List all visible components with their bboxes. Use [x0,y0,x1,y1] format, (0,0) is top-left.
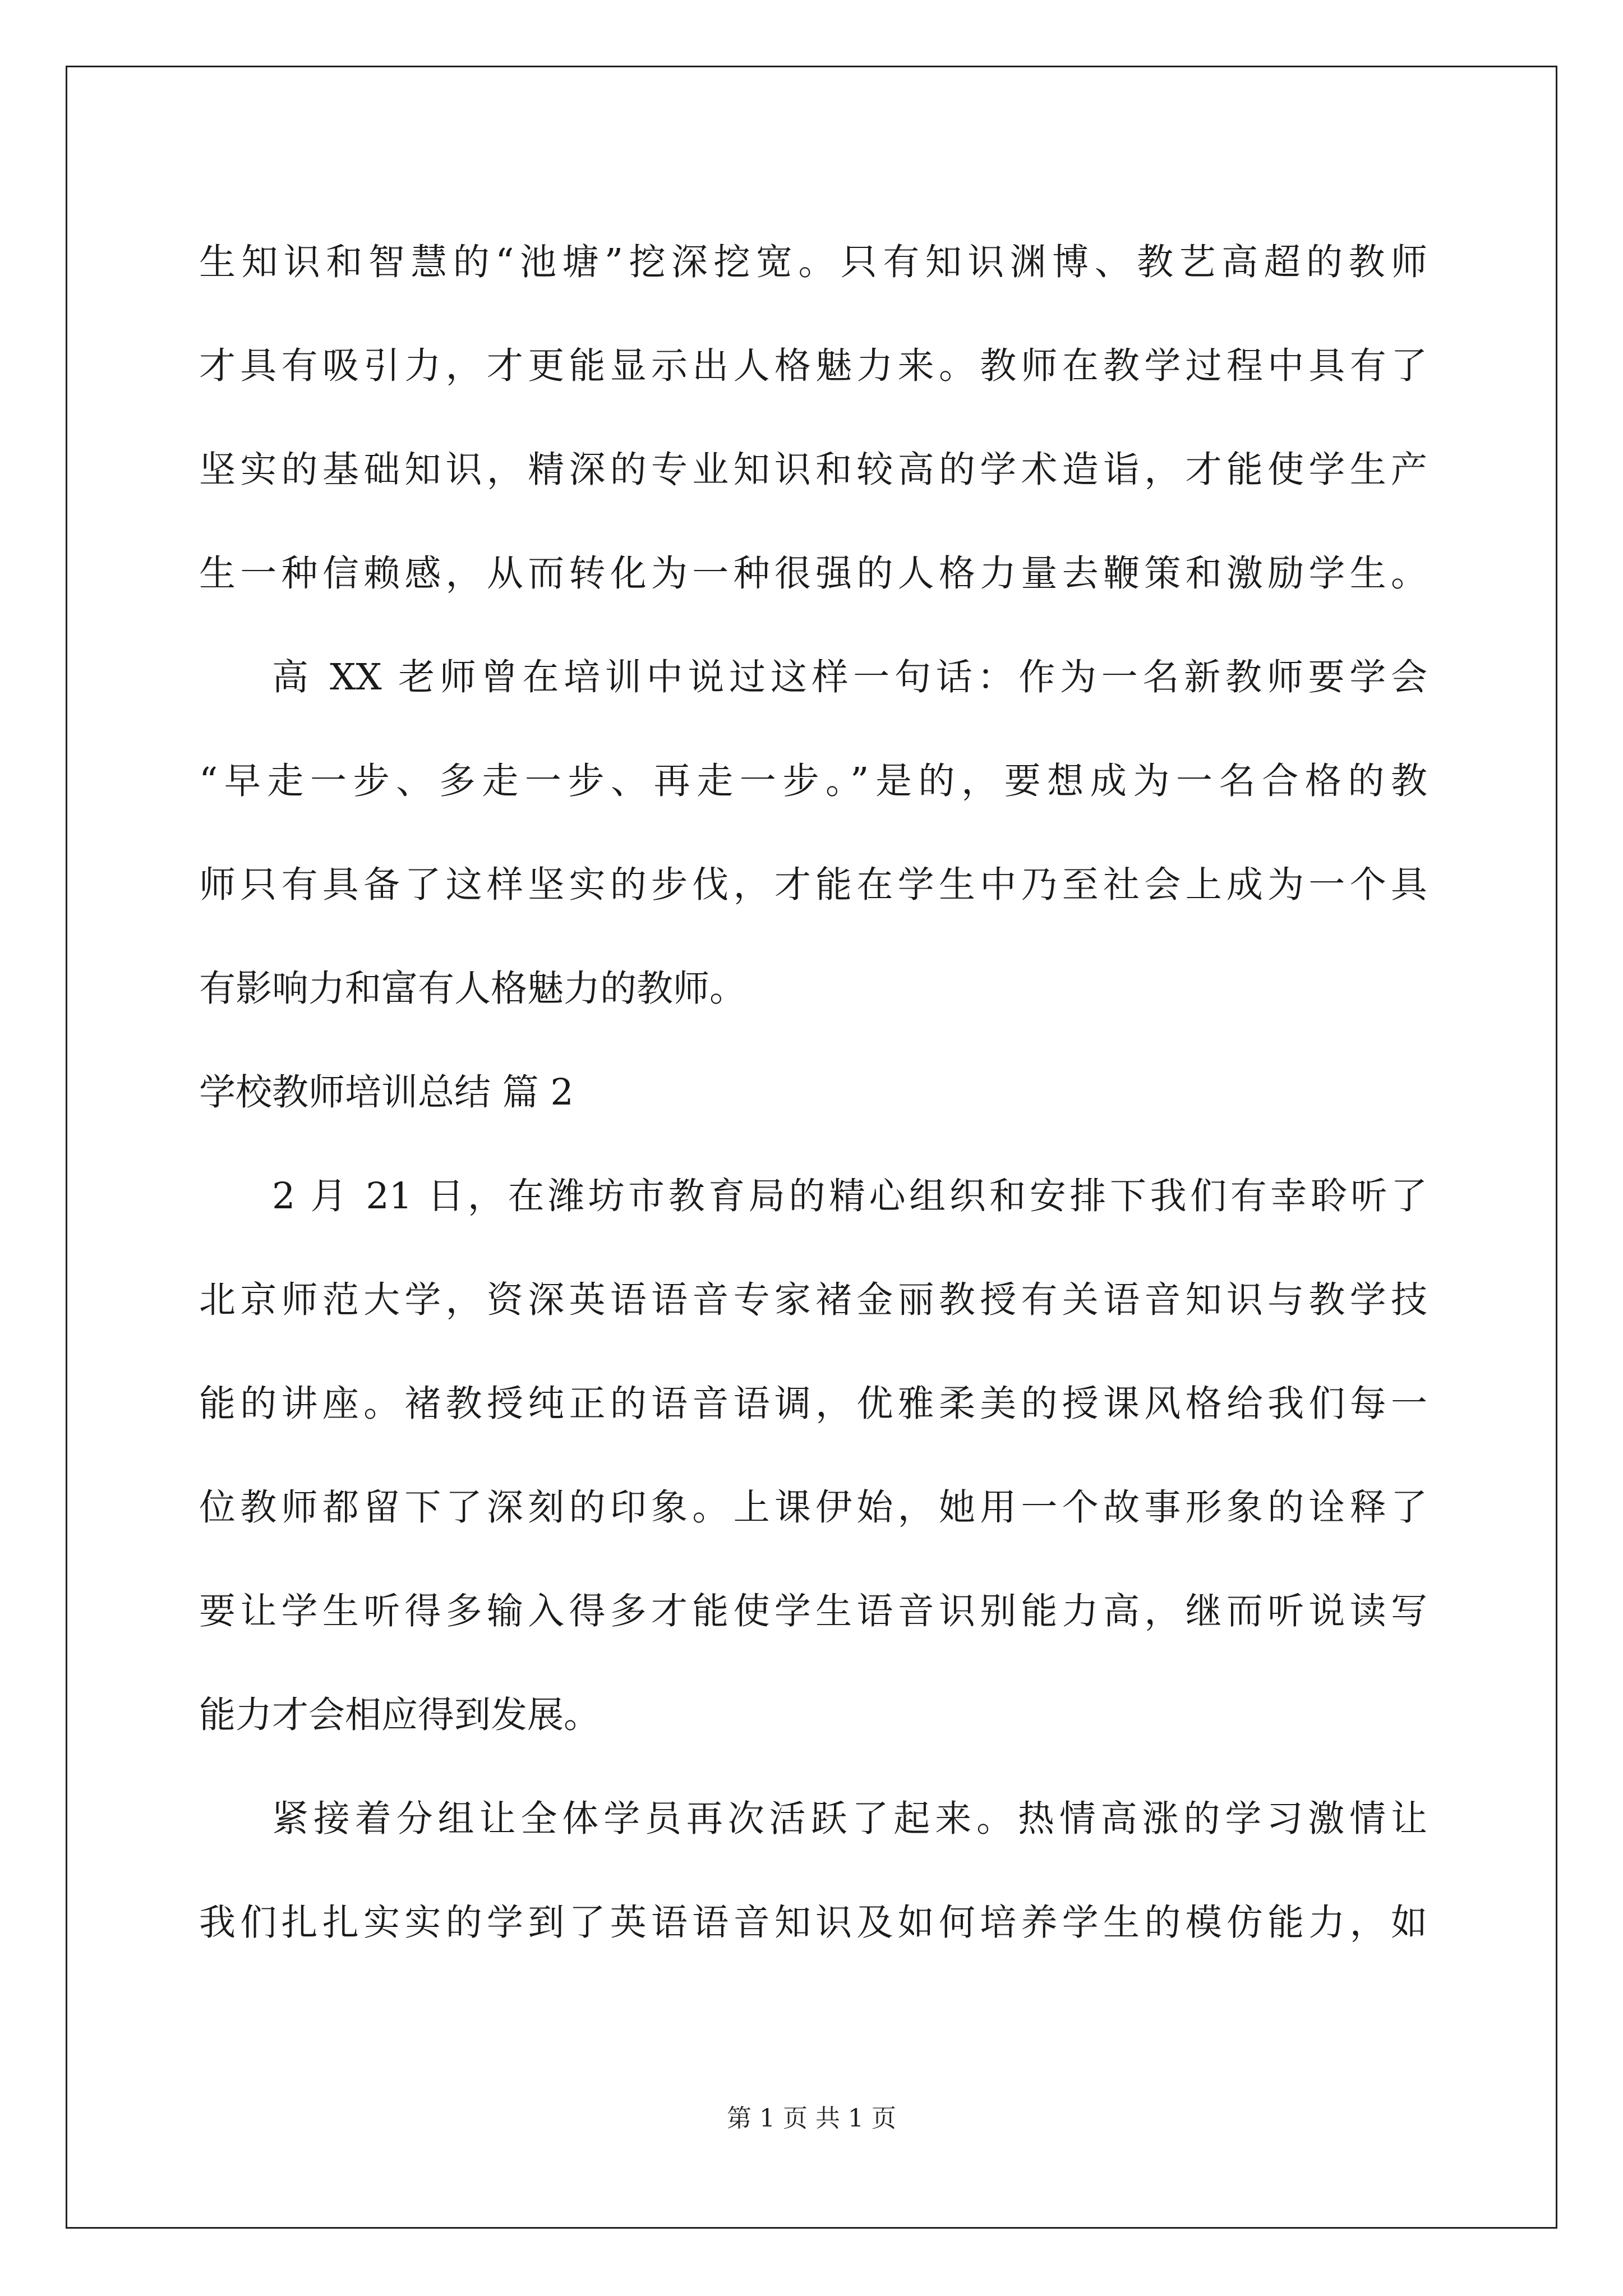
paragraph-line: 才具有吸引力，才更能显示出人格魅力来。教师在教学过程中具有了 [199,345,1427,387]
paragraph-line: 紧接着分组让全体学员再次活跃了起来。热情高涨的学习激情让 [272,1798,1427,1840]
paragraph-line: 生知识和智慧的“池塘”挖深挖宽。只有知识渊博、教艺高超的教师 [199,241,1427,283]
section-heading: 学校教师培训总结 篇 2 [199,1071,574,1114]
paragraph-line: 位教师都留下了深刻的印象。上课伊始，她用一个故事形象的诠释了 [199,1487,1427,1529]
document-body [199,210,1427,1975]
paragraph-line: 要让学生听得多输入得多才能使学生语音识别能力高，继而听说读写 [199,1590,1427,1632]
paragraph-line: 师只有具备了这样坚实的步伐，才能在学生中乃至社会上成为一个具 [199,864,1427,906]
page-footer: 第 1 页 共 1 页 [727,2104,896,2133]
paragraph-line: 2 月 21 日，在潍坊市教育局的精心组织和安排下我们有幸聆听了 [272,1175,1427,1217]
paragraph-line: 生一种信赖感，从而转化为一种很强的人格力量去鞭策和激励学生。 [199,553,1427,595]
paragraph-line: 能力才会相应得到发展。 [199,1694,601,1736]
paragraph-line: “早走一步、多走一步、再走一步。”是的，要想成为一名合格的教 [199,760,1427,802]
paragraph-line: 我们扎扎实实的学到了英语语音知识及如何培养学生的模仿能力，如 [199,1902,1427,1944]
paragraph-line: 坚实的基础知识，精深的专业知识和较高的学术造诣，才能使学生产 [199,449,1427,491]
paragraph-line: 有影响力和富有人格魅力的教师。 [199,968,746,1010]
paragraph-line: 能的讲座。褚教授纯正的语音语调，优雅柔美的授课风格给我们每一 [199,1383,1427,1425]
paragraph-line: 北京师范大学，资深英语语音专家褚金丽教授有关语音知识与教学技 [199,1279,1427,1321]
paragraph-line: 高 XX 老师曾在培训中说过这样一句话：作为一名新教师要学会 [272,656,1427,698]
